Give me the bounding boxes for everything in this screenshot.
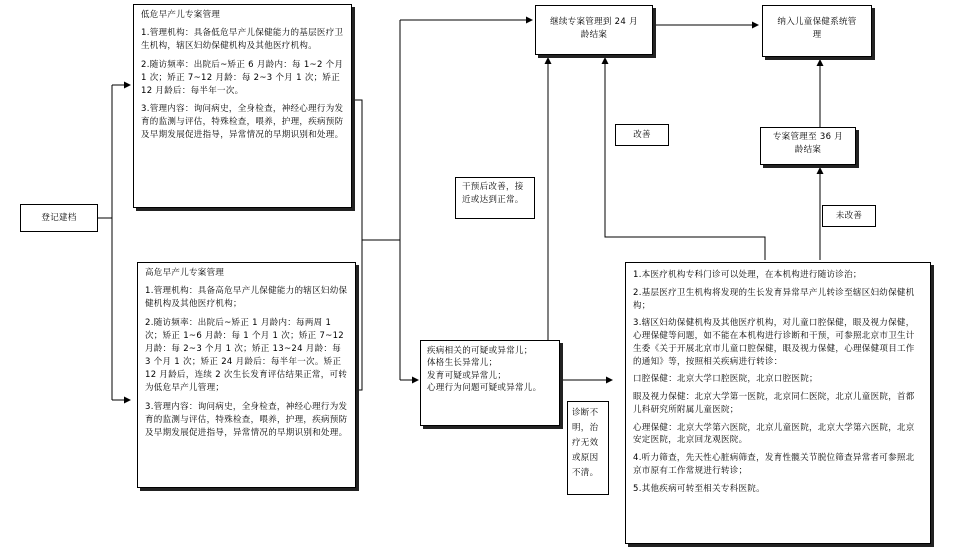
edge-label-not-improved: [822, 205, 876, 227]
referral-para-8: 5.其他疾病可转至相关专科医院。: [633, 483, 765, 494]
intervention-improved-label: 干预后改善，接近或达到正常。: [462, 182, 524, 206]
not-improved-label: 未改善: [835, 211, 863, 221]
continue-24-label: 继续专案管理到 24 月龄结案: [550, 17, 638, 41]
low-risk-para-3: 3.管理内容：询问病史，全身检查，神经心理行为发育的监测与评估，特殊检查，喂养，护理，疾病预防及早期发展促进指导，异常情况的早期识别和处理。: [141, 104, 344, 141]
continue-24-box: [535, 5, 653, 55]
high-risk-box: [137, 262, 356, 488]
diagnosis-unclear-label: 诊断不明，治疗无效或原因不清。: [572, 408, 599, 478]
referral-para-2: 2.基层医疗卫生机构将发现的生长发育异常早产儿转诊至辖区妇幼保健机构；: [633, 287, 915, 311]
disease-box: [420, 340, 560, 426]
low-risk-title: 低危早产儿专案管理: [141, 10, 221, 20]
child-system-box: [762, 5, 872, 57]
low-risk-para-2: 2.随访频率：出院后~矫正 6 月龄内：每 1~2 个月 1 次；矫正 7~12 月龄：每 2~3 个月 1 次；矫正 12 月龄后：每半年一次。: [141, 59, 344, 96]
referral-para-6: 心理保健：北京大学第六医院，北京儿童医院，北京大学第六医院，北京安定医院，北京回龙观医院。: [633, 422, 915, 446]
improved-label: 改善: [633, 130, 651, 140]
referral-para-3: 3.辖区妇幼保健机构及其他医疗机构，对儿童口腔保健，眼及视力保健，心理保健等问题，如不能在本机构进行诊断和干预，可参照北京市卫生计生委《关于开展北京市儿童口腔保健，眼及视力保健，心理保健项目工作的通知》等，按照相关疾病进行转诊：: [633, 318, 915, 367]
arrow-referral-improved: [605, 58, 765, 260]
referral-para-4: 口腔保健：北京大学口腔医院，北京口腔医院；: [633, 374, 818, 385]
high-risk-para-2: 2.随访频率：出院后~矫正 1 月龄内：每两周 1 次；矫正 1~6 月龄：每 1 个月 1 次；矫正 7~12 月龄：每 2~3 个月 1 次；矫正 13~24 月龄：每 3 个月 1 次；矫正 24 月龄后：每半年一次。矫正 12 月龄后，连续 2 次生长发育评估结果正常，可转为低危早产儿管理；: [145, 317, 348, 394]
referral-para-1: 1.本医疗机构专科门诊可以处理，在本机构进行随访诊治；: [633, 270, 862, 280]
high-risk-para-3: 3.管理内容：询问病史，全身检查，神经心理行为发育的监测与评估，特殊检查，喂养，护理，疾病预防及早期发展促进指导，异常情况的早期识别和处理。: [145, 401, 348, 438]
manage-36-label: 专案管理至 36 月龄结案: [772, 132, 844, 156]
edge-label-improved: [615, 124, 669, 146]
low-risk-para-1: 1.管理机构：具备低危早产儿保健能力的基层医疗卫生机构，辖区妇幼保健机构及其他医疗机构。: [141, 28, 344, 52]
referral-para-7: 4.听力筛查，先天性心脏病筛查，发育性髋关节脱位筛查异常者可参照北京市原有工作常规进行转诊；: [633, 453, 915, 476]
high-risk-title: 高危早产儿专案管理: [145, 268, 225, 278]
registry-label: 登记建档: [41, 213, 77, 223]
high-risk-para-1: 1.管理机构：具备高危早产儿保健能力的辖区妇幼保健机构及其他医疗机构；: [145, 286, 348, 310]
low-risk-box: [133, 4, 352, 208]
intervention-improved-box: [455, 177, 535, 219]
referral-box: [625, 262, 931, 544]
registry-box: [20, 204, 98, 232]
disease-line-3: 发育可疑或异常儿；: [427, 370, 507, 381]
disease-line-2: 体格生长异常儿；: [427, 358, 498, 369]
child-system-label: 纳入儿童保健系统管理: [777, 17, 857, 41]
disease-line-4: 心理行为问题可疑或异常儿。: [427, 382, 542, 393]
manage-36-box: [760, 127, 856, 165]
disease-line-1: 疾病相关的可疑或异常儿；: [427, 346, 533, 356]
diagnosis-unclear-box: [567, 401, 609, 495]
referral-para-5: 眼及视力保健：北京大学第一医院，北京同仁医院，北京儿童医院，首都儿科研究所附属儿童医院；: [633, 392, 915, 415]
